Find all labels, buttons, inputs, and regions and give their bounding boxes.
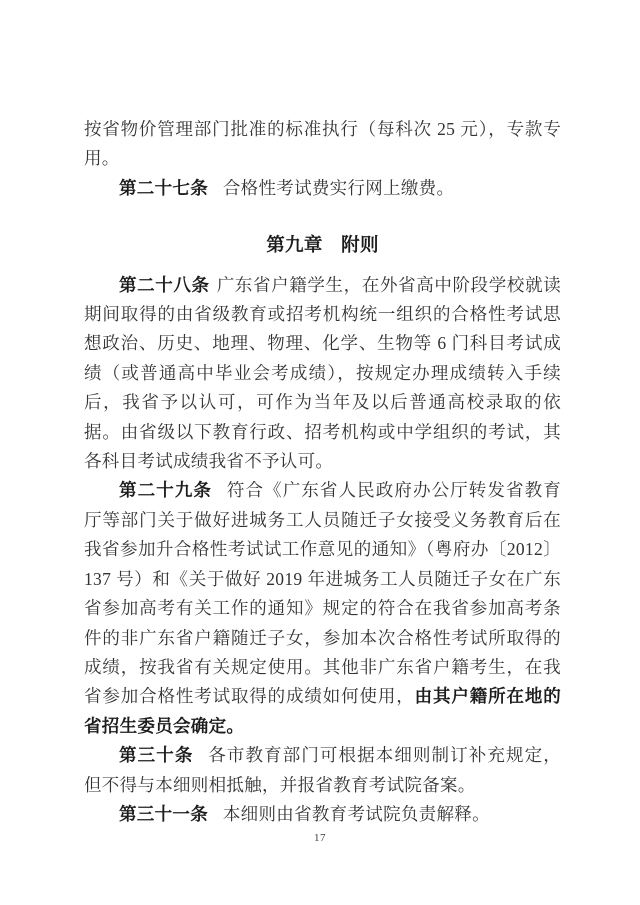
paragraph-article-29 — [84, 476, 561, 741]
paragraph-article-31 — [84, 800, 561, 829]
paragraph-article-28 — [84, 271, 561, 477]
article-29-emphasis: 由其户籍所在地的省招生委员会确定。 — [84, 686, 561, 736]
article-27-body: 合格性考试费实行网上缴费。 — [222, 177, 455, 198]
article-30-term: 第三十条 — [119, 745, 194, 766]
chapter-title: 附则 — [341, 236, 379, 257]
article-28-body: 广东省户籍学生，在外省高中阶段学校就读期间取得的由省级教育或招考机构统一组织的合格性考试思想政治、历史、地理、物理、化学、生物等 6 门科目考试成绩（或普通高中毕业会考成绩），按规定办理成绩转入手续后，我省予以认可，可作为当年及以后普通高校录取的依据。由省级以下教育行政、招考机构或中学组织的考试，其各科目考试成绩我省不予认可。 — [84, 274, 562, 472]
article-30-body: 各市教育部门可根据本细则制订补充规定，但不得与本细则相抵触，并报省教育考试院备案。 — [84, 745, 561, 795]
paragraph-article-30 — [84, 741, 561, 800]
chapter-number: 第九章 — [266, 236, 323, 257]
chapter-heading — [84, 232, 561, 261]
article-29-body: 符合《广东省人民政府办公厅转发省教育厅等部门关于做好进城务工人员随迁子女接受义务教育后在我省参加升合格性考试试工作意见的通知》（粤府办〔2012〕137 号）和《关于做好 2019 年进城务工人员随迁子女在广东省参加高考有关工作的通知》规定的符合在我省参加高考条件的非广东省户籍随迁子女，参加本次合格性考试所取得的成绩，按我省有关规定使用。其他非广东省户籍考生，在我省参加合格性考试取得的成绩如何使用， — [84, 480, 561, 707]
continuation-text: 按省物价管理部门批准的标准执行（每科次 25 元），专款专用。 — [84, 119, 561, 169]
article-29-term: 第二十九条 — [119, 480, 213, 501]
article-27-term: 第二十七条 — [119, 177, 208, 198]
article-31-body: 本细则由省教育考试院负责解释。 — [222, 803, 490, 824]
article-31-term: 第三十一条 — [119, 803, 208, 824]
page-number: 17 — [314, 832, 326, 844]
article-28-term: 第二十八条 — [119, 274, 210, 295]
paragraph-article-27 — [84, 174, 561, 203]
paragraph-continuation — [84, 115, 561, 174]
document-body — [84, 0, 561, 829]
